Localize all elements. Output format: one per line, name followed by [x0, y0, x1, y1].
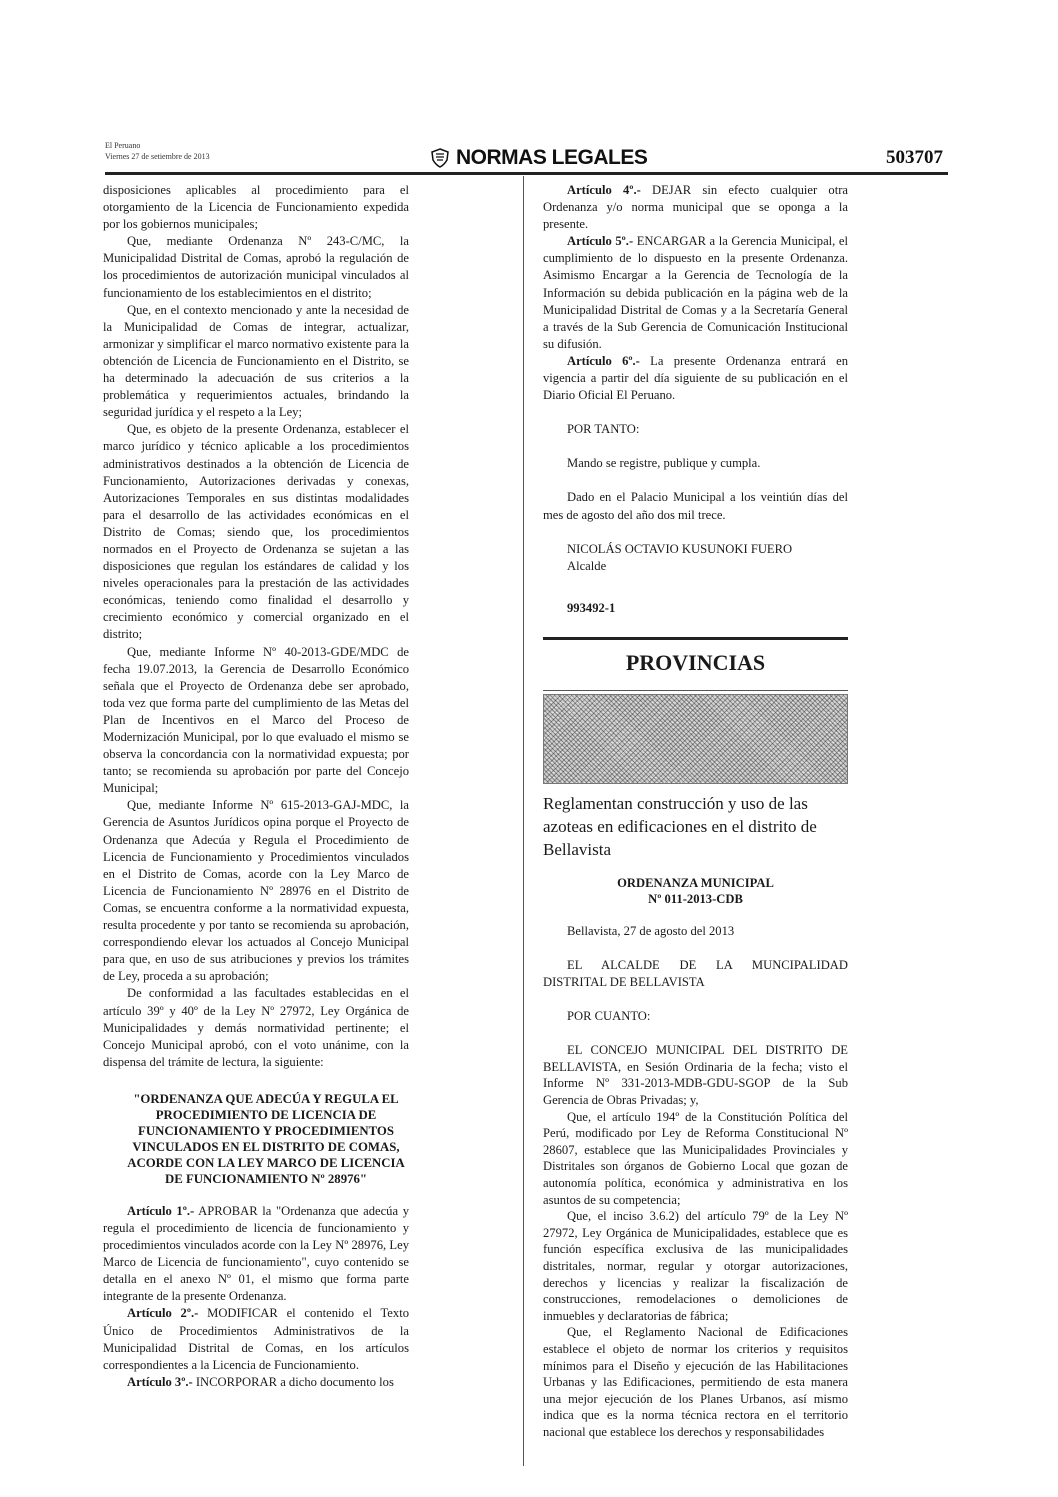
- signer-title: Alcalde: [567, 558, 607, 573]
- paragraph: disposiciones aplicables al procedimiento para el otorgamiento de la Licencia de Funcionamiento expedida por los gobiernos municipales;: [103, 183, 409, 232]
- alcalde-line: EL ALCALDE DE LA MUNCIPALIDAD DISTRITAL DE BELLAVISTA: [543, 957, 848, 990]
- ordinance-name: ORDENANZA MUNICIPAL: [617, 875, 774, 890]
- article-text: La presente Ordenanza entrará en vigencia a partir del día siguiente de su publicación en el Diario Oficial El Peruano.: [543, 353, 849, 403]
- header-masthead: [105, 140, 210, 162]
- ordinance-heading: [543, 875, 848, 907]
- header-title-block: [430, 146, 647, 170]
- decorative-pattern-banner: [543, 694, 848, 784]
- left-column: [103, 182, 409, 1391]
- section-rule: [543, 637, 848, 640]
- paragraph: Que, en el contexto mencionado y ante la necesidad de la Municipalidad de Comas de integrar, actualizar, armonizar y simplificar el marco normativo existente para la obtención de Licencia de Funcionamiento en el Distrito, se ha determinado la adecuación de sus criterios a la problemática y requerimientos actuales, brindando la seguridad jurídica y el respeto a la Ley;: [103, 302, 409, 420]
- article-text: ENCARGAR a la Gerencia Municipal, el cumplimiento de lo dispuesto en la presente Ordenanza. Asimismo Encargar a la Gerencia de Tecnología de la Información su debida publicación en la página web de la Municipalidad Distrital de Comas y a la Secretaría General a través de la Sub Gerencia de Comunicación Institucional su difusión.: [543, 234, 848, 351]
- article-text: DEJAR sin efecto cualquier otra Ordenanza y/o norma municipal que se oponga a la presente.: [543, 183, 848, 232]
- article-3: [103, 1374, 409, 1391]
- shield-crest-icon: [430, 148, 450, 168]
- article-5: [543, 233, 848, 353]
- por-tanto: POR TANTO:: [567, 422, 640, 437]
- ordinance-number: Nº 011-2013-CDB: [648, 891, 743, 906]
- article-6: [543, 353, 848, 404]
- por-cuanto: POR CUANTO:: [567, 1009, 651, 1024]
- section-header-title: NORMAS LEGALES: [456, 146, 648, 169]
- article-label: Artículo 1º.-: [127, 1203, 195, 1218]
- header-rule: [105, 172, 948, 175]
- article-text: INCORPORAR a dicho documento los: [192, 1374, 394, 1389]
- paragraph: De conformidad a las facultades establecidas en el artículo 39º y 40º de la Ley Nº 27972, Ley Orgánica de Municipalidades y demás normatividad pertinente; el Concejo Municipal aprobó, con el voto unánime, con la dispensa del trámite de lectura, la siguiente:: [103, 986, 409, 1069]
- article-1: [103, 1203, 409, 1306]
- signer-name: NICOLÁS OCTAVIO KUSUNOKI FUERO: [567, 541, 793, 556]
- ordenanza-title: "ORDENANZA QUE ADECÚA Y REGULA EL PROCEDIMIENTO DE LICENCIA DE FUNCIONAMIENTO Y PROCEDIMIENTOS VINCULADOS EN EL DISTRITO DE COMAS, ACORDE CON LA LEY MARCO DE LICENCIA DE FUNCIONAMIENTO Nº 28976": [127, 1091, 405, 1186]
- dado-line: Dado en el Palacio Municipal a los veintiún días del mes de agosto del año dos mil trece.: [543, 490, 848, 522]
- article-headline: Reglamentan construcción y uso de las azoteas en edificaciones en el distrito de Bellavista: [543, 793, 817, 859]
- article-2: [103, 1305, 409, 1373]
- paragraph: Que, mediante Informe Nº 615-2013-GAJ-MDC, la Gerencia de Asuntos Jurídicos opina porque el Proyecto de Ordenanza que Adecúa y Regula el Procedimiento de Licencia de Funcionamiento y Procedimientos vinculados en el Distrito de Comas, acorde con la Ley Marco de Licencia de Funcionamiento Nº 28976 en el Distrito de Comas, se encuentra conforme a la normatividad expuesta, resulta procedente y por tanto se recomienda su aprobación, correspondiendo elevar los actuados al Concejo Municipal para que, en uso de sus atribuciones y previos los trámites de Ley, proceda a su aprobación;: [103, 798, 409, 984]
- paragraph: EL CONCEJO MUNICIPAL DEL DISTRITO DE BELLAVISTA, en Sesión Ordinaria de la fecha; visto el Informe Nº 331-2013-MDB-GDU-SGOP de la Sub Gerencia de Obras Privadas; y,: [543, 1043, 848, 1108]
- article-text: MODIFICAR el contenido el Texto Único de Procedimientos Administrativos de la Municipalidad Distrital de Comas, en los artículos correspondientes a la Licencia de Funcionamiento.: [103, 1306, 409, 1372]
- article-label: Artículo 3º.-: [127, 1374, 193, 1389]
- section-subrule: [543, 690, 848, 691]
- place-date: Bellavista, 27 de agosto del 2013: [567, 923, 735, 938]
- right-column: [543, 182, 848, 1441]
- publication-date: Viernes 27 de setiembre de 2013: [105, 152, 210, 161]
- article-4: [543, 182, 848, 233]
- page-number: 503707: [886, 147, 943, 168]
- paragraph: Que, el Reglamento Nacional de Edificaciones establece el objeto de normar los criterios y requisitos mínimos para el Diseño y ejecución de las Habilitaciones Urbanas y las Edificaciones, permitiendo de esta manera una mejor ejecución de los Planes Urbanos, así mismo indica que es la norma técnica rectora en el territorio nacional que establece los derechos y responsabilidades: [543, 1325, 848, 1439]
- paragraph: Que, el artículo 194º de la Constitución Política del Perú, modificado por Ley de Reforma Constitucional Nº 28607, establece que las Municipalidades Provinciales y Distritales son órganos de Gobierno Local que gozan de autonomía política, económica y administrativa en los asuntos de su competencia;: [543, 1109, 848, 1207]
- section-title: PROVINCIAS: [625, 649, 766, 675]
- article-label: Artículo 6º.-: [567, 353, 640, 368]
- article-label: Artículo 5º.-: [567, 234, 634, 249]
- publication-code: 993492-1: [567, 600, 616, 615]
- newspaper-name: El Peruano: [105, 141, 141, 150]
- paragraph: Que, mediante Ordenanza Nº 243-C/MC, la Municipalidad Distrital de Comas, aprobó la regulación de los procedimientos de autorización municipal vinculados al funcionamiento de los establecimientos en el distrito;: [103, 234, 409, 300]
- article-label: Artículo 4º.-: [567, 183, 641, 197]
- paragraph: Que, mediante Informe Nº 40-2013-GDE/MDC de fecha 19.07.2013, la Gerencia de Desarrollo Económico señala que el Proyecto de Ordenanza debe ser aprobado, toda vez que forma parte del cumplimiento de las Metas del Plan de Incentivos en el Marco del Proceso de Modernización Municipal, por lo que evaluado el mismo se observa la concordancia con la normatividad expuesta; por tanto; se recomienda su aprobación por parte del Concejo Municipal;: [103, 644, 409, 796]
- column-divider: [523, 176, 524, 1466]
- paragraph: Que, es objeto de la presente Ordenanza, establecer el marco jurídico y técnico aplicable a los procedimientos administrativos destinados a la obtención de Licencia de Funcionamiento, Autorizaciones derivadas y conexas, Autorizaciones Temporales en sus distintas modalidades para el desarrollo de las actividades económicas en el Distrito de Comas; siendo que, los procedimientos normados en el Proyecto de Ordenanza se sujetan a las disposiciones que regulan los estándares de calidad y los niveles operacionales para la prestación de las actividades económicas, teniendo como finalidad el desarrollo y crecimiento económico y comercial organizado en el distrito;: [103, 422, 409, 642]
- article-label: Artículo 2º.-: [127, 1306, 199, 1321]
- article-text: APROBAR la "Ordenanza que adecúa y regula el procedimiento de licencia de funcionamiento y procedimientos vinculados acorde con la Ley Nº 28976, Ley Marco de Licencia de funcionamiento", cuyo contenido se detalla en el anexo Nº 01, el mismo que forma parte integrante de la presente Ordenanza.: [103, 1203, 409, 1304]
- paragraph: Que, el inciso 3.6.2) del artículo 79º de la Ley Nº 27972, Ley Orgánica de Municipalidades, establece que es función específica exclusiva de las municipalidades distritales, normar, regular y otorgar autorizaciones, derechos y licencias y realizar la fiscalización de construcciones, remodelaciones o demoliciones de inmuebles y declaratorias de fábrica;: [543, 1209, 848, 1323]
- mando-line: Mando se registre, publique y cumpla.: [567, 456, 761, 471]
